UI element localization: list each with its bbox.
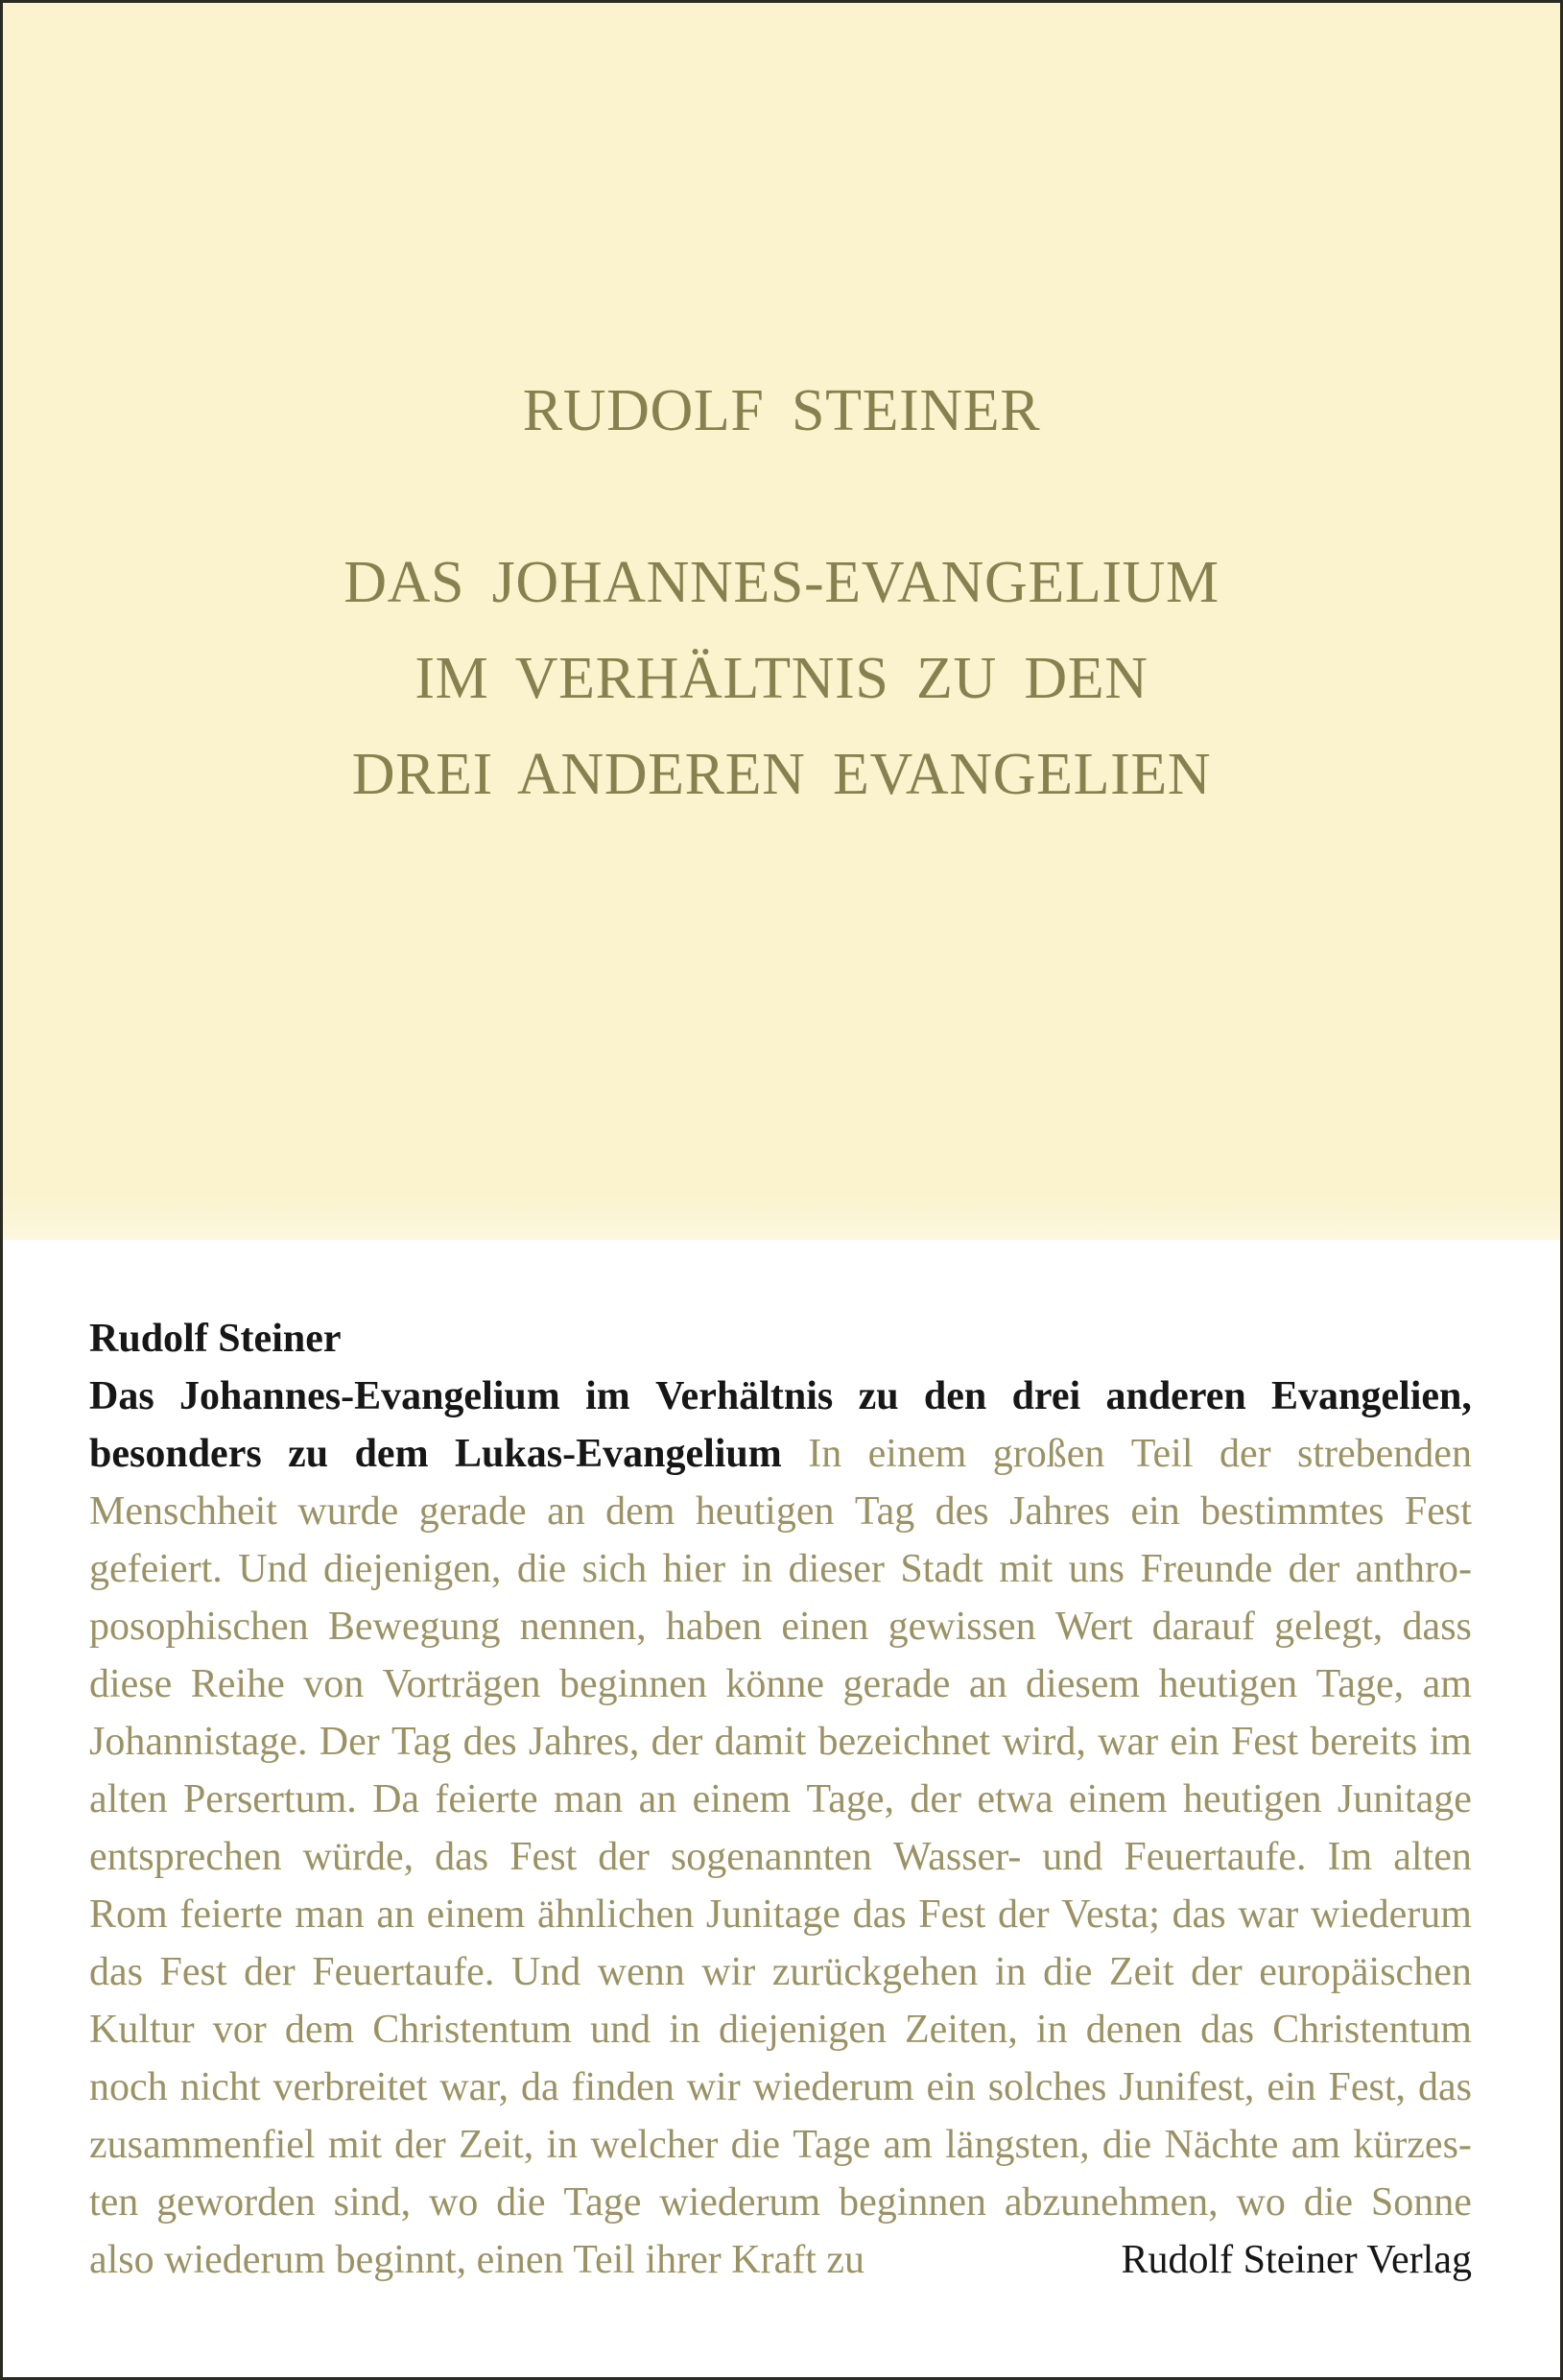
word: Lukas-Evangelium <box>455 1432 782 1476</box>
word: längsten, <box>945 2123 1090 2167</box>
word: Reihe <box>190 1662 285 1706</box>
word: ein <box>1130 1489 1180 1534</box>
text-line <box>89 2231 1472 2289</box>
text-segment: Rudolf Steiner <box>89 1317 342 1361</box>
word: wiederum <box>752 2065 914 2109</box>
word: wo <box>1236 2180 1286 2225</box>
word: des <box>935 1489 989 1534</box>
word: würde, <box>302 1835 414 1879</box>
word: wir <box>701 1950 756 1994</box>
word: der <box>910 1777 962 1821</box>
word: heutigen <box>1182 1777 1322 1821</box>
word: ähnlichen <box>536 1892 695 1937</box>
word: im <box>1429 1720 1472 1764</box>
word: Im <box>1327 1835 1373 1879</box>
word: gefeiert. <box>89 1547 223 1591</box>
word: feierte <box>179 1892 283 1937</box>
cover-top-panel <box>3 3 1560 1240</box>
word: ten <box>89 2180 139 2225</box>
word: der <box>651 1720 703 1764</box>
word: großen <box>992 1432 1105 1476</box>
word: im <box>585 1374 630 1418</box>
word: Johannes-Evangelium <box>179 1374 560 1418</box>
word: am <box>1291 2123 1341 2167</box>
word: einem <box>426 1892 526 1937</box>
word: Junitage <box>1337 1777 1472 1821</box>
word: die <box>1303 2180 1354 2225</box>
word: zu <box>858 1374 899 1418</box>
word: damit <box>714 1720 807 1764</box>
word: am <box>883 2123 933 2167</box>
word: heutigen <box>1158 1662 1298 1706</box>
word: da <box>520 2065 559 2109</box>
word: einem <box>1068 1777 1168 1821</box>
word: welcher <box>590 2123 719 2167</box>
word: sich <box>581 1547 648 1591</box>
text-line <box>89 2001 1472 2059</box>
word: uns <box>1068 1547 1125 1591</box>
word: abzunehmen, <box>1004 2180 1219 2225</box>
word: diesem <box>1026 1662 1141 1706</box>
word: zu <box>288 1432 329 1476</box>
word: heutigen <box>695 1489 835 1534</box>
word: der <box>598 1835 650 1879</box>
word: hier <box>662 1547 726 1591</box>
word: sind, <box>333 2180 412 2225</box>
word: ein <box>1267 2065 1316 2109</box>
text-line <box>89 1886 1472 1943</box>
word: Junifest, <box>1119 2065 1255 2109</box>
word: wo <box>429 2180 479 2225</box>
word: Feuertaufe. <box>1124 1835 1307 1879</box>
word: Christentum <box>372 2008 572 2052</box>
word: Fest <box>159 1950 227 1994</box>
word: drei <box>1011 1374 1081 1418</box>
word: Tage, <box>1315 1662 1405 1706</box>
word: das <box>435 1835 489 1879</box>
word: Kultur <box>89 2008 195 2052</box>
word: Vesta; <box>1061 1892 1160 1937</box>
text-line <box>89 2174 1472 2231</box>
word: am <box>1422 1662 1472 1706</box>
book-title-line: IM VERHÄLTNIS ZU DEN <box>414 646 1149 711</box>
text-line <box>89 1655 1472 1713</box>
word: bereits <box>1310 1720 1418 1764</box>
word: einem <box>867 1432 967 1476</box>
word: die <box>1043 1950 1093 1994</box>
word: in <box>994 1950 1027 1994</box>
word: finden <box>571 2065 675 2109</box>
word: Fest <box>918 1892 986 1937</box>
word: feierte <box>435 1777 538 1821</box>
word: war <box>1098 1720 1159 1764</box>
word: etwa <box>977 1777 1054 1821</box>
word: wurde <box>297 1489 399 1534</box>
word: der <box>1288 1547 1340 1591</box>
word: anthro- <box>1355 1547 1472 1591</box>
word: Menschheit <box>89 1489 277 1534</box>
text-line <box>89 1713 1472 1771</box>
word: dem <box>605 1489 675 1534</box>
excerpt-text-block <box>89 1310 1472 2289</box>
word: anderen <box>1105 1374 1246 1418</box>
word: wiederum <box>659 2180 821 2225</box>
word: zurückgehen <box>771 1950 979 1994</box>
word: europäischen <box>1259 1950 1472 1994</box>
word: Verhältnis <box>655 1374 834 1418</box>
word: die <box>1101 2123 1152 2167</box>
word: war, <box>439 2065 509 2109</box>
word: die <box>496 2180 546 2225</box>
word: und <box>1042 1835 1103 1879</box>
word: das <box>1172 1892 1226 1937</box>
word: des <box>462 1720 517 1764</box>
word: Vorträgen <box>382 1662 541 1706</box>
word: Tage <box>563 2180 642 2225</box>
word: Evangelien, <box>1271 1374 1472 1418</box>
word: kürzes- <box>1353 2123 1472 2167</box>
word: in <box>741 1547 773 1591</box>
text-line <box>89 1310 1472 1368</box>
word: solches <box>987 2065 1107 2109</box>
text-line <box>89 2116 1472 2174</box>
text-line <box>89 1540 1472 1598</box>
word: Da <box>372 1777 420 1821</box>
word: in <box>546 2123 579 2167</box>
word: Junitage <box>705 1892 841 1937</box>
word: Christentum <box>1272 2008 1472 2052</box>
word: Das <box>89 1374 154 1418</box>
word: das <box>89 1950 143 1994</box>
word: haben <box>665 1605 763 1649</box>
word: wiederum <box>1310 1892 1472 1937</box>
word: dieser <box>788 1547 885 1591</box>
word: wenn <box>597 1950 685 1994</box>
word: zusammenfiel <box>89 2123 316 2167</box>
word: Tage <box>793 2123 871 2167</box>
word: Jahres, <box>528 1720 640 1764</box>
word: der <box>244 1950 296 1994</box>
word: Zeit <box>1108 1950 1174 1994</box>
word: Jahres <box>1009 1489 1111 1534</box>
word: bezeichnet <box>817 1720 991 1764</box>
word: die <box>516 1547 567 1591</box>
word: Fest <box>1404 1489 1472 1534</box>
word: Rom <box>89 1892 168 1937</box>
word: wir <box>686 2065 741 2109</box>
word: gerade <box>842 1662 951 1706</box>
word: diese <box>89 1662 173 1706</box>
word: diejenigen, <box>323 1547 502 1591</box>
word: vor <box>212 2008 267 2052</box>
word: Der <box>319 1720 380 1764</box>
word: entsprechen <box>89 1835 282 1879</box>
word: das <box>1417 2065 1472 2109</box>
word: gerade <box>418 1489 527 1534</box>
word: ein <box>926 2065 976 2109</box>
word: Sonne <box>1370 2180 1472 2225</box>
word: beginnen <box>839 2180 987 2225</box>
word: denen <box>1085 2008 1182 2052</box>
word: man <box>295 1892 365 1937</box>
word: an <box>376 1892 414 1937</box>
word: das <box>1200 2008 1255 2052</box>
word: Nächte <box>1164 2123 1279 2167</box>
word: nennen, <box>519 1605 647 1649</box>
word: Teil <box>1130 1432 1194 1476</box>
word: verbreitet <box>272 2065 428 2109</box>
word: Tag <box>391 1720 452 1764</box>
word: einem <box>692 1777 792 1821</box>
excerpt-last-line: also wiederum beginnt, einen Teil ihrer Kraft zu <box>89 2238 865 2282</box>
word: Und <box>238 1547 308 1591</box>
word: von <box>303 1662 365 1706</box>
word: Zeit, <box>459 2123 534 2167</box>
word: einen <box>781 1605 869 1649</box>
word: posophischen <box>89 1605 309 1649</box>
word: Und <box>510 1950 581 1994</box>
text-line <box>89 2059 1472 2116</box>
word: strebenden <box>1297 1432 1472 1476</box>
word: in <box>1035 2008 1068 2052</box>
word: Freunde <box>1140 1547 1273 1591</box>
word: dem <box>354 1432 429 1476</box>
text-line <box>89 1598 1472 1655</box>
publisher-name: Rudolf Steiner Verlag <box>1121 2238 1472 2282</box>
word: dem <box>284 2008 355 2052</box>
word: Johannistage. <box>89 1720 308 1764</box>
word: Fest <box>1230 1720 1298 1764</box>
text-line <box>89 1483 1472 1540</box>
word: Wert <box>1054 1605 1133 1649</box>
word: Persertum. <box>182 1777 357 1821</box>
word: nicht <box>179 2065 261 2109</box>
word: und <box>590 2008 651 2052</box>
word: der <box>1191 1950 1243 1994</box>
word: In <box>808 1432 842 1476</box>
text-line <box>89 1943 1472 2001</box>
word: könne <box>725 1662 825 1706</box>
word: Zeiten, <box>905 2008 1018 2052</box>
word: den <box>923 1374 987 1418</box>
word: gewissen <box>888 1605 1036 1649</box>
word: noch <box>89 2065 168 2109</box>
word: Fest <box>509 1835 578 1879</box>
word: geworden <box>156 2180 316 2225</box>
word: Tag <box>854 1489 915 1534</box>
text-line <box>89 1425 1472 1483</box>
text-line <box>89 1828 1472 1886</box>
word: dass <box>1402 1605 1472 1649</box>
author-heading: RUDOLF STEINER <box>522 378 1041 443</box>
text-line <box>89 1771 1472 1828</box>
word: Bewegung <box>327 1605 501 1649</box>
word: die <box>730 2123 780 2167</box>
word: ein <box>1170 1720 1220 1764</box>
word: sogenannten <box>670 1835 872 1879</box>
text-line <box>89 1368 1472 1425</box>
word: der <box>394 2123 446 2167</box>
word: gelegt, <box>1274 1605 1384 1649</box>
word: darauf <box>1151 1605 1255 1649</box>
book-title <box>3 535 1560 822</box>
word: an <box>638 1777 677 1821</box>
book-title-line: DAS JOHANNES-EVANGELIUM <box>343 550 1220 615</box>
word: der <box>997 1892 1050 1937</box>
word: alten <box>89 1777 168 1821</box>
word: man <box>553 1777 624 1821</box>
word: an <box>547 1489 585 1534</box>
word: besonders <box>89 1432 262 1476</box>
word: mit <box>999 1547 1054 1591</box>
word: Tage, <box>806 1777 895 1821</box>
word: wird, <box>1002 1720 1086 1764</box>
word: beginnen <box>558 1662 707 1706</box>
word: Wasser- <box>892 1835 1022 1879</box>
word: Stadt <box>900 1547 983 1591</box>
word: Feuertaufe. <box>312 1950 495 1994</box>
word: diejenigen <box>718 2008 887 2052</box>
word: in <box>669 2008 700 2052</box>
word: Fest, <box>1328 2065 1407 2109</box>
word: mit <box>327 2123 382 2167</box>
word: war <box>1238 1892 1299 1937</box>
word: alten <box>1393 1835 1472 1879</box>
word: an <box>968 1662 1007 1706</box>
word: bestimmtes <box>1200 1489 1385 1534</box>
word: das <box>852 1892 907 1937</box>
book-title-line: DREI ANDEREN EVANGELIEN <box>351 742 1212 807</box>
word: der <box>1219 1432 1271 1476</box>
